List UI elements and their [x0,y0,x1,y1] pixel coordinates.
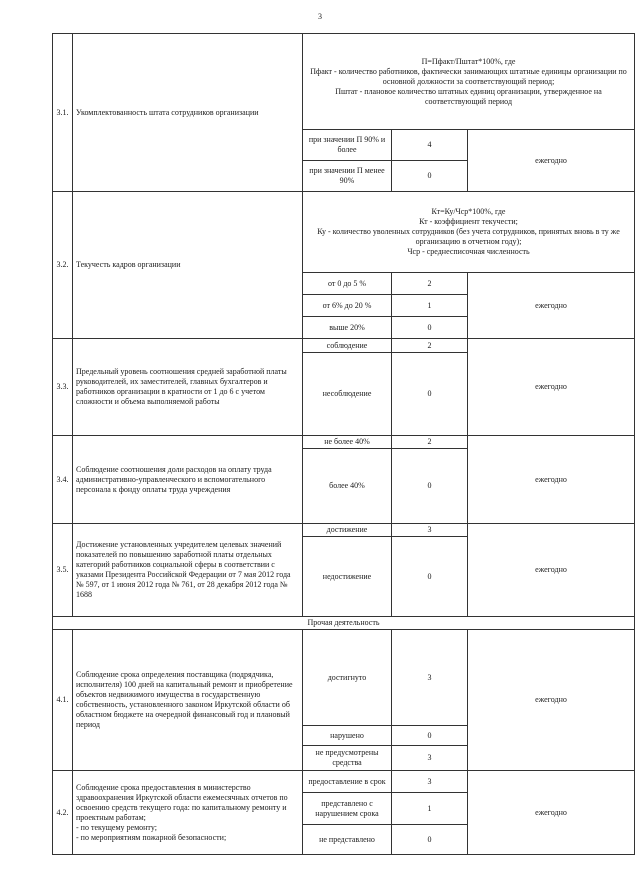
score-cell: 2 [392,436,468,449]
table-row [53,630,635,726]
period-cell: ежегодно [468,771,635,855]
formula-text: Кт=Ку/Чср*100%, где Кт - коэффициент текучести; Ку - количество уволенных сотрудников (без учета сотрудников, принятых вновь в ту же организацию в отчетном году); Чср - среднесписочная численность [303,192,635,273]
row-number: 3.1. [53,34,73,192]
condition-cell: от 0 до 5 % [303,273,392,295]
table-row [53,436,635,449]
table-row [53,34,635,130]
condition-cell: представлено с нарушением срока [303,793,392,825]
score-cell: 4 [392,130,468,161]
condition-cell: нарушено [303,726,392,746]
formula-text: П=Пфакт/Пштат*100%, где Пфакт - количество работников, фактически занимающих штатные единицы организации по основной должности за соответствующий период; Пштат - плановое количество штатных единиц организации, утвержденное на соответствующий период [303,34,635,130]
row-number: 3.3. [53,339,73,436]
row-number: 4.2. [53,771,73,855]
score-cell: 3 [392,630,468,726]
condition-cell: соблюдение [303,339,392,353]
period-cell: ежегодно [468,130,635,192]
condition-cell: при значении П 90% и более [303,130,392,161]
score-cell: 1 [392,295,468,317]
criterion-name: Укомплектованность штата сотрудников организации [73,34,303,192]
criterion-name: Соблюдение срока предоставления в министерство здравоохранения Иркутской области ежемесячных отчетов по освоению средств текущего года: по капитальному ремонту и проектным работам; - по текущему ремонту; - по мероприятиям пожарной безопасности; [73,771,303,855]
criteria-table [52,33,635,855]
score-cell: 3 [392,524,468,537]
score-cell: 3 [392,771,468,793]
table-row [53,192,635,273]
condition-cell: предоставление в срок [303,771,392,793]
score-cell: 2 [392,339,468,353]
row-number: 3.4. [53,436,73,524]
score-cell: 1 [392,793,468,825]
condition-cell: недостижение [303,537,392,617]
criterion-name: Достижение установленных учредителем целевых значений показателей по повышению заработной платы отдельных категорий работников социальной сферы в соответствии с указами Президента Российской Федерации от 7 мая 2012 года № 597, от 1 июня 2012 года № 761, от 28 декабря 2012 года № 1688 [73,524,303,617]
row-number: 3.2. [53,192,73,339]
condition-cell: достигнуто [303,630,392,726]
condition-cell: выше 20% [303,317,392,339]
table-row [53,771,635,793]
table-row [53,524,635,537]
score-cell: 0 [392,825,468,855]
score-cell: 2 [392,273,468,295]
criterion-name: Текучесть кадров организации [73,192,303,339]
row-number: 3.5. [53,524,73,617]
section-title: Прочая деятельность [53,617,635,630]
score-cell: 0 [392,161,468,192]
period-cell: ежегодно [468,339,635,436]
condition-cell: не представлено [303,825,392,855]
condition-cell: не более 40% [303,436,392,449]
period-cell: ежегодно [468,436,635,524]
condition-cell: более 40% [303,449,392,524]
score-cell: 0 [392,449,468,524]
score-cell: 0 [392,353,468,436]
condition-cell: достижение [303,524,392,537]
criterion-name: Соблюдение соотношения доли расходов на оплату труда административно-управленческого и вспомогательного персонала к фонду оплаты труда учреждения [73,436,303,524]
score-cell: 3 [392,746,468,771]
score-cell: 0 [392,726,468,746]
period-cell: ежегодно [468,524,635,617]
row-number: 4.1. [53,630,73,771]
condition-cell: несоблюдение [303,353,392,436]
page-number: 3 [318,12,322,21]
condition-cell: при значении П менее 90% [303,161,392,192]
table-row [53,339,635,353]
score-cell: 0 [392,537,468,617]
period-cell: ежегодно [468,630,635,771]
criterion-name: Соблюдение срока определения поставщика (подрядчика, исполнителя) 100 дней на капитальный ремонт и приобретение объектов недвижимого имущества в государственную собственность, установленного законом Иркутской области об областном бюджете на очередной финансовый год и плановый период [73,630,303,771]
score-cell: 0 [392,317,468,339]
period-cell: ежегодно [468,273,635,339]
condition-cell: от 6% до 20 % [303,295,392,317]
criterion-name: Предельный уровень соотношения средней заработной платы руководителей, их заместителей, главных бухгалтеров и работников организации в кратности от 1 до 6 с учетом сложности и объема выполняемой работы [73,339,303,436]
table-row [53,617,635,630]
condition-cell: не предусмотрены средства [303,746,392,771]
